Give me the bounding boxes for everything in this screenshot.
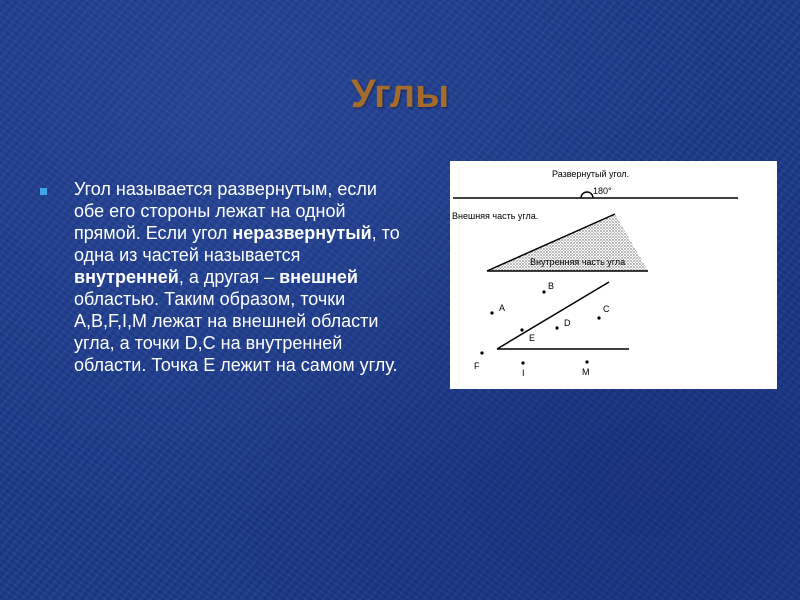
straight-angle-arc	[581, 192, 593, 198]
point-a-label: A	[499, 303, 506, 313]
point-b-label: B	[548, 281, 555, 291]
bullet-square-icon	[40, 188, 47, 195]
point-d-label: D	[564, 318, 571, 328]
point-e-label: E	[529, 333, 536, 343]
point-d	[555, 326, 558, 329]
points-angle-upper-ray	[497, 282, 609, 349]
point-a	[490, 311, 493, 314]
point-c-label: C	[603, 304, 610, 314]
angle-figure	[450, 161, 777, 389]
point-m	[585, 360, 588, 363]
slide-title: Углы	[350, 72, 450, 116]
outer-region-label: Внешняя часть угла.	[452, 211, 539, 221]
angle-diagram	[450, 161, 777, 389]
text-part: Угол называется развернутым, если обе его стороны лежат на одной прямой. Если угол	[74, 179, 377, 243]
point-c	[597, 316, 600, 319]
inner-region-label: Внутренняя часть угла	[530, 257, 626, 267]
point-i	[521, 361, 524, 364]
point-f	[480, 351, 483, 354]
straight-angle-label: Развернутый угол.	[552, 169, 630, 179]
text-part: , а другая –	[178, 267, 280, 287]
degree-label: 180°	[593, 186, 612, 196]
point-e	[520, 328, 523, 331]
bold-term-non-straight: неразвернутый	[232, 223, 372, 243]
text-part: , то одна из частей называется	[74, 223, 400, 265]
bullet-item	[40, 178, 412, 376]
bullet-text	[74, 178, 412, 376]
point-m-label: M	[582, 367, 590, 377]
point-f-label: F	[474, 361, 480, 371]
bold-term-outer: внешней	[279, 267, 358, 287]
text-part: областью. Таким образом, точки A,B,F,I,M лежат на внешней области угла, а точки D,C на внутренней области. Точка E лежит на самом углу.	[74, 289, 398, 375]
point-b	[542, 290, 545, 293]
bold-term-inner: внутренней	[74, 267, 179, 287]
point-i-label: I	[522, 368, 525, 378]
